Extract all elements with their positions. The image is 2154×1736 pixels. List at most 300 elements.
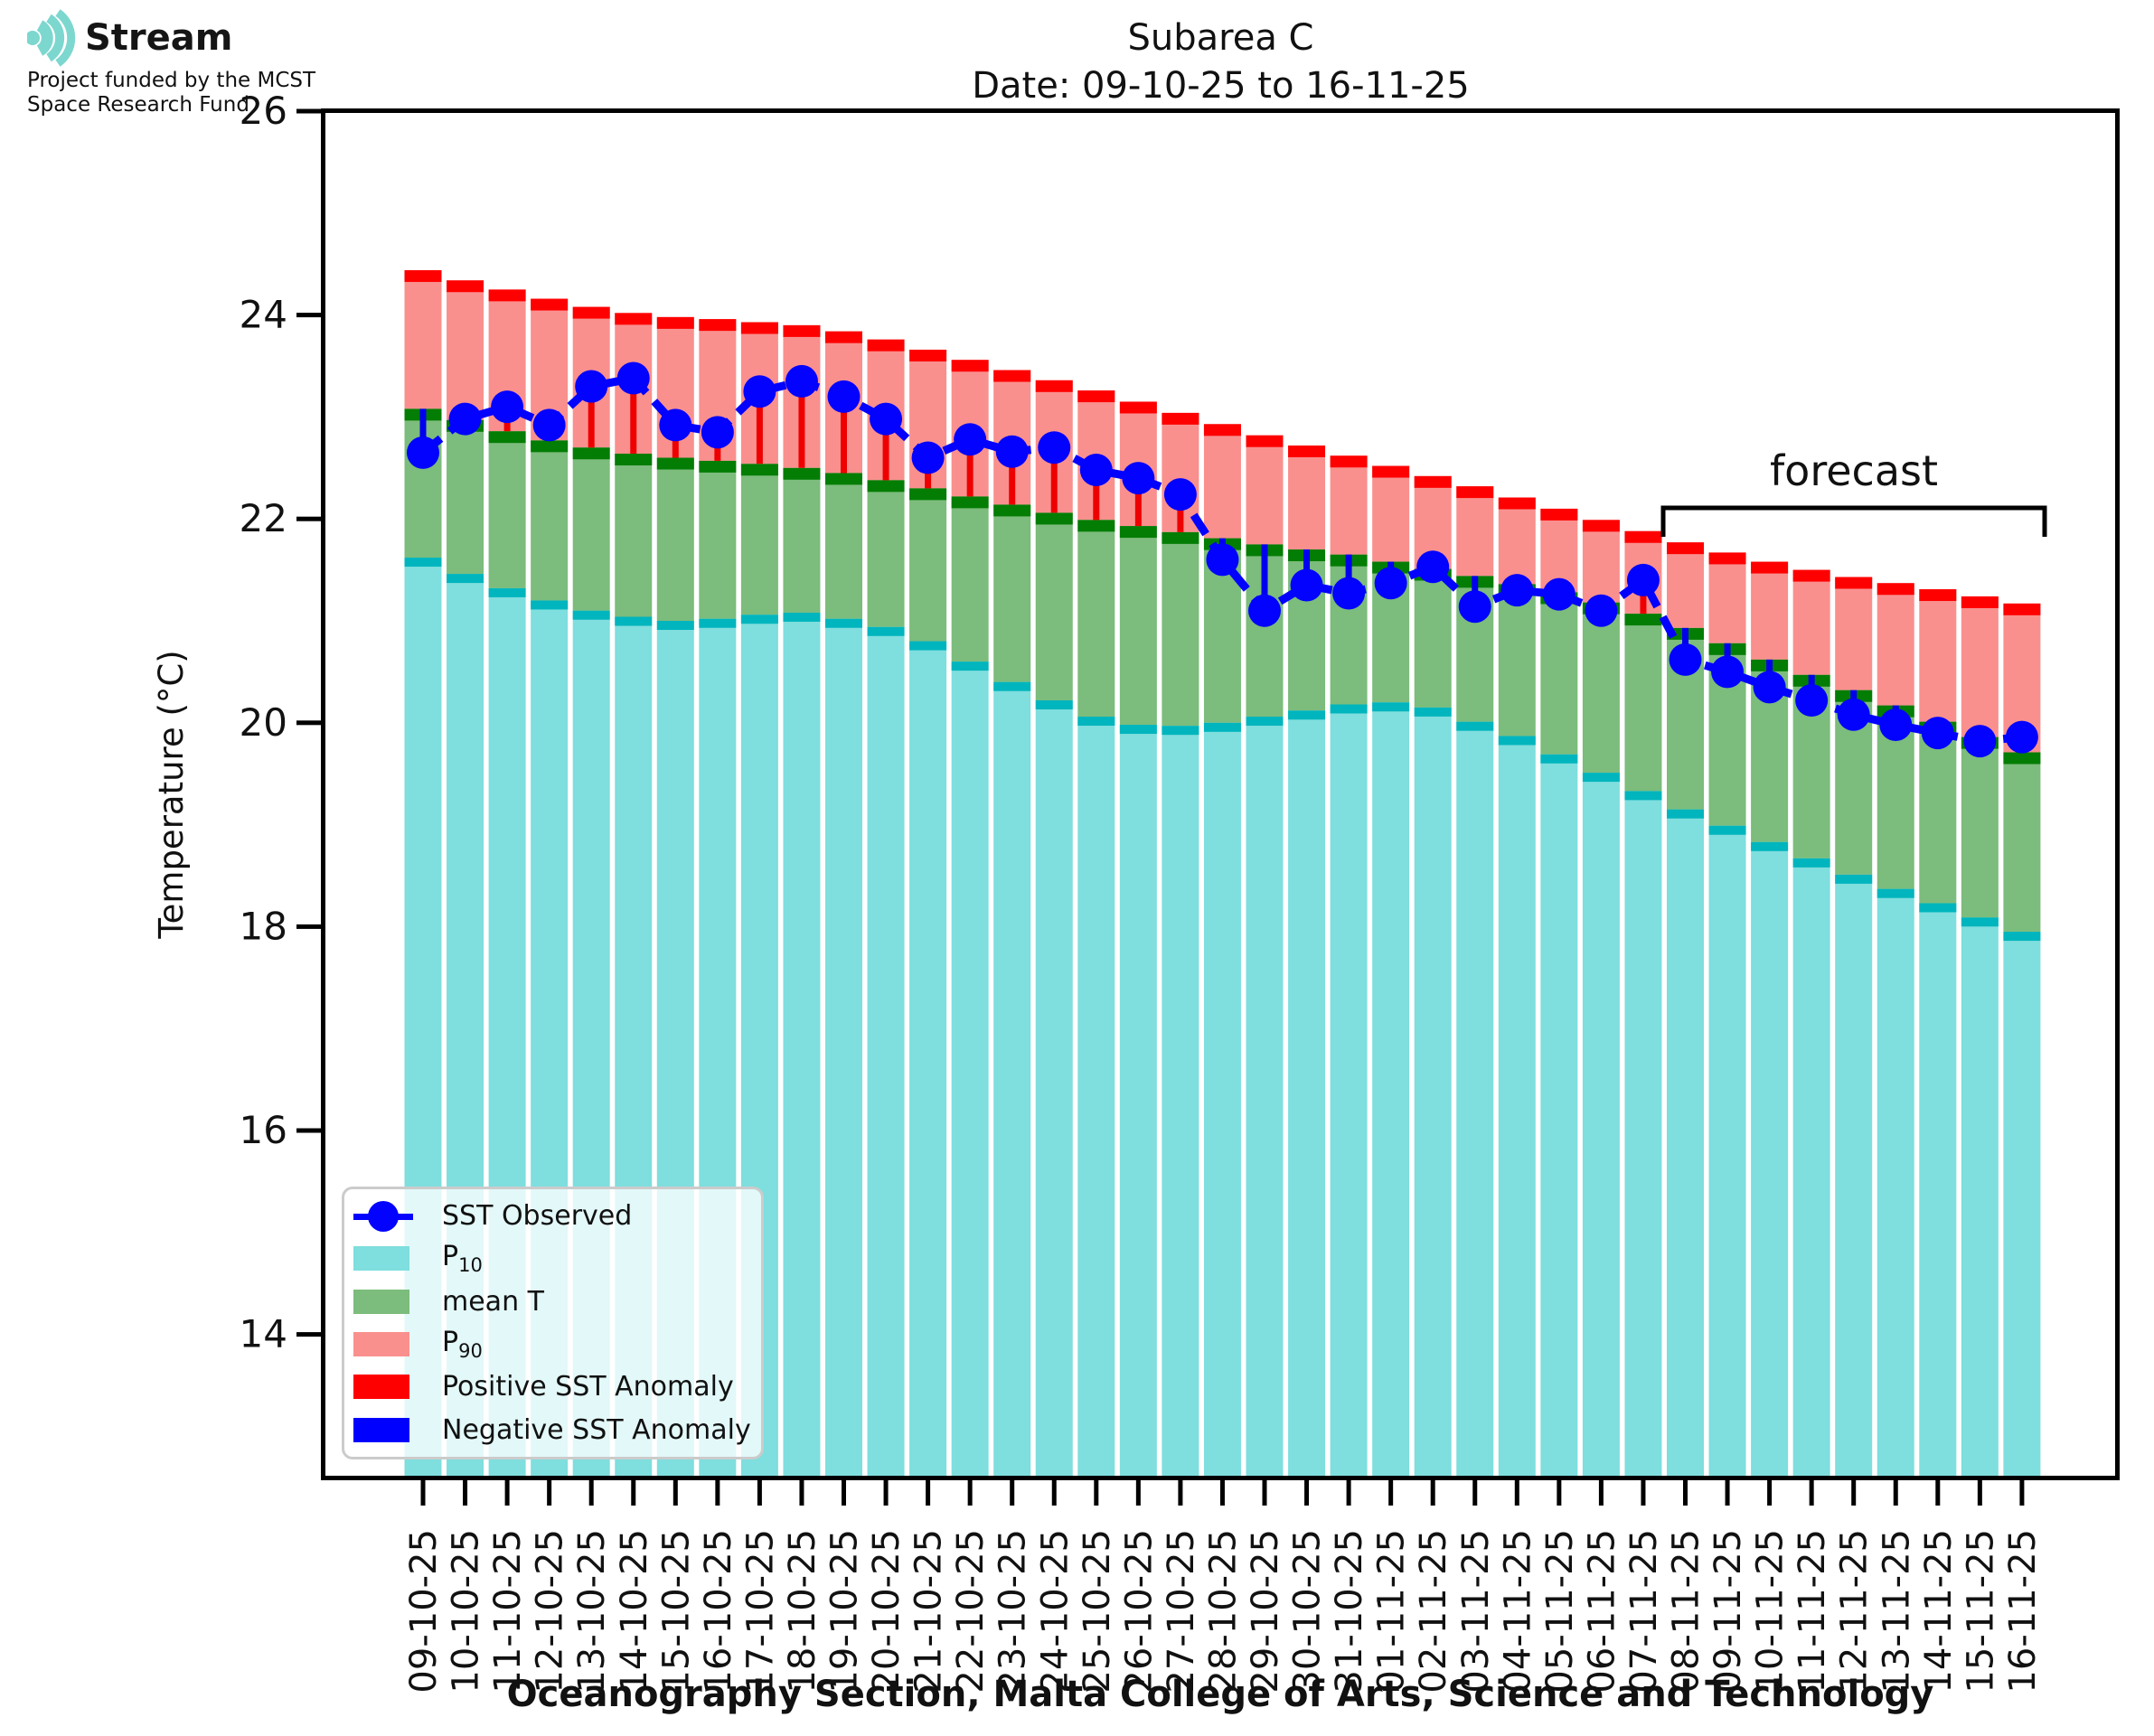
y-tick xyxy=(296,109,321,114)
sst-observed-point xyxy=(659,408,691,441)
sst-observed-point xyxy=(1248,595,1281,627)
mean-cap xyxy=(1077,520,1115,531)
x-tick xyxy=(1515,1480,1519,1506)
x-tick xyxy=(1767,1480,1772,1506)
x-tick-label: 21-10-25 xyxy=(908,1529,950,1694)
p10-cap xyxy=(1077,717,1115,726)
p10-cap xyxy=(1835,875,1872,884)
x-tick xyxy=(1431,1480,1435,1506)
x-tick-label: 25-10-25 xyxy=(1076,1529,1118,1694)
p10-cap xyxy=(1583,773,1620,782)
p10-bar xyxy=(952,662,989,1476)
x-tick-label: 16-10-25 xyxy=(697,1529,739,1694)
sst-observed-point xyxy=(407,436,439,469)
logo-title: Stream xyxy=(85,17,233,59)
bar-group xyxy=(783,325,820,1476)
y-tick-label: 20 xyxy=(239,699,287,745)
mean-bar xyxy=(657,458,694,621)
x-tick xyxy=(1304,1480,1309,1506)
p90-bar xyxy=(447,280,484,420)
sst-observed-point xyxy=(1375,567,1407,599)
p90-bar xyxy=(1877,583,1914,705)
p10-bar xyxy=(1204,723,1241,1476)
mean-bar xyxy=(868,480,905,626)
p10-cap xyxy=(1162,726,1199,735)
x-tick-label: 23-10-25 xyxy=(992,1529,1034,1694)
x-tick-label: 26-10-25 xyxy=(1118,1529,1161,1694)
mean-bar xyxy=(489,431,526,588)
x-tick-label: 31-10-25 xyxy=(1329,1529,1371,1694)
mean-bar xyxy=(615,454,652,616)
p90-bar xyxy=(1793,570,1830,675)
p10-bar xyxy=(1415,708,1452,1476)
p90-cap xyxy=(2003,604,2040,615)
p10-cap xyxy=(1540,755,1577,764)
p90-cap xyxy=(1919,589,1956,601)
p10-cap xyxy=(1415,708,1452,717)
bar-group xyxy=(993,371,1030,1476)
sst-observed-legend-glyph xyxy=(353,1201,413,1232)
legend-label: mean T xyxy=(442,1285,544,1318)
mean-cap xyxy=(531,440,568,452)
sst-observed-point xyxy=(491,390,523,423)
p90-cap xyxy=(699,319,736,331)
bar-group xyxy=(1456,486,1493,1476)
bar-group xyxy=(868,340,905,1476)
legend-label: $P_{10}$ xyxy=(442,1241,483,1277)
p90-cap xyxy=(1077,390,1115,402)
x-tick-label: 06-11-25 xyxy=(1581,1529,1623,1694)
bar-group xyxy=(825,332,862,1476)
p90-cap xyxy=(868,340,905,352)
mean-bar xyxy=(952,496,989,662)
sst-observed-point xyxy=(828,380,861,413)
mean-bar xyxy=(531,440,568,600)
p90-bar xyxy=(405,270,442,408)
p90-cap xyxy=(573,307,610,319)
right-spine xyxy=(2115,108,2120,1480)
p10-bar xyxy=(825,619,862,1476)
sst-observed-point xyxy=(1543,578,1576,611)
p90-bar xyxy=(1709,552,1746,643)
mean-cap xyxy=(909,488,946,500)
x-tick-label: 30-10-25 xyxy=(1286,1529,1329,1694)
mean-cap xyxy=(489,431,526,443)
x-axis-ticks xyxy=(403,1480,2044,1694)
p10-cap xyxy=(1751,842,1788,851)
x-tick xyxy=(1978,1480,1982,1506)
p90-cap xyxy=(741,322,778,333)
sst-observed-point xyxy=(743,375,776,408)
p10-bar xyxy=(1120,725,1157,1476)
sst-observed-point xyxy=(1754,671,1786,703)
x-tick xyxy=(1010,1480,1014,1506)
sst-observed-point xyxy=(617,362,650,395)
mean-bar xyxy=(1077,520,1115,717)
p10-bar xyxy=(1583,773,1620,1476)
p10-bar xyxy=(1077,717,1115,1476)
p10-bar xyxy=(1456,722,1493,1476)
sst-observed-point xyxy=(1459,590,1491,623)
sst-observed-point xyxy=(870,403,902,436)
x-tick xyxy=(547,1480,551,1506)
mean-cap xyxy=(2003,753,2040,765)
sst-observed-point xyxy=(996,436,1029,468)
p90-cap xyxy=(405,270,442,282)
y-tick xyxy=(296,517,321,521)
bar-group xyxy=(1372,466,1409,1476)
y-tick-label: 14 xyxy=(239,1311,287,1356)
legend-swatch xyxy=(353,1290,409,1314)
p90-cap xyxy=(1204,424,1241,436)
p10-cap xyxy=(1877,889,1914,898)
p10-cap xyxy=(699,619,736,628)
y-tick xyxy=(296,720,321,725)
mean-cap xyxy=(993,504,1030,516)
legend-swatch xyxy=(353,1375,409,1399)
x-tick-label: 15-10-25 xyxy=(655,1529,698,1694)
p90-cap xyxy=(825,332,862,343)
x-axis-label: Oceanography Section, Malta College of Arts, Science and Technology xyxy=(506,1674,1934,1715)
legend-label: Negative SST Anomaly xyxy=(442,1413,751,1446)
p10-cap xyxy=(1499,736,1536,745)
p10-cap xyxy=(741,615,778,624)
mean-cap xyxy=(1624,614,1661,625)
p90-cap xyxy=(1288,446,1325,457)
p10-bar xyxy=(1709,826,1746,1476)
x-tick-label: 16-11-25 xyxy=(2001,1529,2044,1694)
x-tick-label: 11-10-25 xyxy=(487,1529,530,1694)
p10-bar xyxy=(1331,704,1368,1476)
x-tick-label: 22-10-25 xyxy=(950,1529,992,1694)
p90-cap xyxy=(1036,380,1073,392)
x-tick xyxy=(1935,1480,1940,1506)
p10-cap xyxy=(1036,700,1073,709)
y-axis-label: Temperature (°C) xyxy=(152,650,191,939)
y-tick-label: 16 xyxy=(239,1108,287,1152)
y-tick xyxy=(296,1129,321,1133)
legend-item xyxy=(353,1239,756,1279)
p10-cap xyxy=(2003,932,2040,941)
p10-bar xyxy=(1793,859,1830,1476)
p90-cap xyxy=(1709,552,1746,564)
p90-cap xyxy=(1162,413,1199,425)
mean-bar xyxy=(573,447,610,610)
p10-cap xyxy=(1372,702,1409,711)
mean-cap xyxy=(699,461,736,473)
sst-observed-point xyxy=(1670,643,1702,676)
p90-cap xyxy=(1793,570,1830,582)
mean-cap xyxy=(952,496,989,508)
y-tick-label: 22 xyxy=(239,496,287,541)
p10-cap xyxy=(1709,826,1746,835)
p10-cap xyxy=(489,588,526,597)
p10-cap xyxy=(952,662,989,671)
p90-bar xyxy=(1246,436,1284,545)
mean-bar xyxy=(699,461,736,619)
y-tick xyxy=(296,313,321,317)
logo-subtitle-line1: Project funded by the MCST xyxy=(27,69,316,92)
p90-bar xyxy=(1751,562,1788,660)
x-tick-label: 14-11-25 xyxy=(1917,1529,1960,1694)
bar-group xyxy=(952,360,989,1476)
p10-bar xyxy=(2003,932,2040,1476)
x-tick xyxy=(1388,1480,1393,1506)
p90-cap xyxy=(1120,401,1157,413)
legend-item xyxy=(353,1410,756,1450)
p10-bar xyxy=(1751,842,1788,1476)
x-tick xyxy=(631,1480,635,1506)
p10-cap xyxy=(1246,717,1284,726)
mean-bar xyxy=(993,504,1030,681)
p90-bar xyxy=(1583,520,1620,602)
x-tick xyxy=(1178,1480,1182,1506)
x-tick xyxy=(463,1480,467,1506)
y-axis-ticks xyxy=(240,89,321,1356)
sst-observed-point xyxy=(1795,684,1828,717)
mean-bar xyxy=(783,468,820,613)
sst-observed-point xyxy=(1122,462,1154,494)
x-tick xyxy=(589,1480,594,1506)
p90-cap xyxy=(657,317,694,329)
x-tick-label: 18-10-25 xyxy=(781,1529,823,1694)
p90-bar xyxy=(1961,596,1999,737)
mean-bar xyxy=(1499,584,1536,736)
logo-subtitle-line2: Space Research Fund xyxy=(27,93,249,117)
p10-cap xyxy=(1456,722,1493,731)
x-tick xyxy=(1726,1480,1730,1506)
x-tick-label: 14-10-25 xyxy=(613,1529,655,1694)
chart-subtitle: Date: 09-10-25 to 16-11-25 xyxy=(972,64,1470,107)
p10-cap xyxy=(993,682,1030,691)
p90-bar xyxy=(1204,424,1241,538)
x-tick-label: 02-11-25 xyxy=(1413,1529,1455,1694)
legend-item xyxy=(353,1281,756,1321)
x-tick-label: 09-11-25 xyxy=(1707,1529,1750,1694)
sst-observed-point xyxy=(701,416,734,448)
mean-bar xyxy=(1162,532,1199,726)
top-spine xyxy=(321,108,2120,113)
p90-cap xyxy=(1667,542,1704,554)
y-tick-label: 18 xyxy=(239,904,287,949)
bar-group xyxy=(1667,542,1704,1476)
mean-bar xyxy=(1583,603,1620,773)
x-tick-label: 03-11-25 xyxy=(1454,1529,1497,1694)
bar-group xyxy=(1415,476,1452,1476)
p90-cap xyxy=(783,325,820,337)
x-tick xyxy=(842,1480,846,1506)
sst-observed-point xyxy=(2006,721,2038,754)
mean-bar xyxy=(1036,512,1073,700)
sst-observed-point xyxy=(533,408,566,441)
x-tick-label: 09-10-25 xyxy=(403,1529,445,1694)
p90-bar xyxy=(1331,455,1368,554)
p90-cap xyxy=(952,360,989,371)
x-tick-label: 11-11-25 xyxy=(1792,1529,1834,1694)
p10-cap xyxy=(1288,710,1325,719)
p10-bar xyxy=(783,613,820,1476)
mean-cap xyxy=(868,480,905,492)
sst-observed-point xyxy=(1291,569,1323,602)
legend-label: SST Observed xyxy=(442,1200,633,1233)
p10-cap xyxy=(868,627,905,636)
x-tick-label: 24-10-25 xyxy=(1034,1529,1077,1694)
legend-label: Positive SST Anomaly xyxy=(442,1371,734,1403)
p90-bar xyxy=(1835,577,1872,690)
mean-cap xyxy=(1120,526,1157,538)
sst-observed-point xyxy=(1879,708,1912,741)
mean-bar xyxy=(447,420,484,574)
p10-bar xyxy=(1288,710,1325,1476)
p90-cap xyxy=(1624,531,1661,543)
mean-bar xyxy=(1120,526,1157,725)
mean-bar xyxy=(1624,614,1661,791)
sst-observed-point xyxy=(1963,725,1996,757)
p10-bar xyxy=(1877,889,1914,1476)
x-tick xyxy=(505,1480,510,1506)
p10-bar xyxy=(1540,755,1577,1476)
p10-cap xyxy=(909,642,946,651)
p10-bar xyxy=(1624,791,1661,1476)
p90-cap xyxy=(615,313,652,324)
x-tick-label: 20-10-25 xyxy=(866,1529,908,1694)
bar-group xyxy=(909,350,946,1476)
x-tick-label: 28-10-25 xyxy=(1202,1529,1245,1694)
bar-group xyxy=(1709,552,1746,1476)
p90-cap xyxy=(447,280,484,292)
p10-cap xyxy=(405,558,442,567)
sst-observed-point xyxy=(1711,655,1744,688)
mean-bar xyxy=(2003,753,2040,933)
p10-cap xyxy=(1120,725,1157,734)
p10-bar xyxy=(1499,736,1536,1476)
x-tick xyxy=(1347,1480,1351,1506)
mean-bar xyxy=(909,488,946,641)
bar-group xyxy=(1077,390,1115,1476)
x-tick-label: 29-10-25 xyxy=(1245,1529,1286,1694)
mean-cap xyxy=(657,458,694,470)
legend-label: $P_{90}$ xyxy=(442,1327,483,1363)
legend-swatch xyxy=(353,1418,409,1442)
sst-observed-point xyxy=(575,371,607,403)
legend-swatch xyxy=(353,1332,409,1356)
x-tick xyxy=(799,1480,804,1506)
p10-cap xyxy=(1331,704,1368,713)
mean-bar xyxy=(1415,568,1452,707)
p10-cap xyxy=(783,613,820,622)
mean-bar xyxy=(741,464,778,615)
x-tick-label: 01-11-25 xyxy=(1370,1529,1413,1694)
forecast-label: forecast xyxy=(1769,446,1939,495)
x-tick xyxy=(757,1480,762,1506)
bar-group xyxy=(1499,498,1536,1476)
p10-bar xyxy=(868,627,905,1476)
p10-cap xyxy=(531,600,568,609)
p10-bar xyxy=(1246,717,1284,1476)
x-tick xyxy=(1136,1480,1141,1506)
p90-cap xyxy=(1540,509,1577,521)
sst-observed-point xyxy=(1416,550,1449,583)
chart-title: Subarea C xyxy=(1127,17,1314,59)
x-tick xyxy=(1851,1480,1856,1506)
sst-observed-point xyxy=(1080,454,1113,486)
y-tick-label: 24 xyxy=(239,292,287,337)
p90-cap xyxy=(1961,596,1999,608)
p10-cap xyxy=(615,616,652,625)
y-tick-label: 26 xyxy=(239,89,287,133)
sst-observed-point xyxy=(449,403,482,436)
y-tick xyxy=(296,924,321,929)
bar-group xyxy=(1624,531,1661,1476)
y-tick xyxy=(296,1332,321,1337)
sst-observed-point xyxy=(1627,564,1660,596)
p10-cap xyxy=(1204,723,1241,732)
x-tick-label: 10-10-25 xyxy=(445,1529,487,1694)
p10-bar xyxy=(1919,903,1956,1476)
p90-cap xyxy=(1331,455,1368,467)
p90-cap xyxy=(1835,577,1872,588)
x-tick-label: 19-10-25 xyxy=(823,1529,866,1694)
p90-cap xyxy=(1456,486,1493,498)
p90-cap xyxy=(1751,562,1788,574)
x-tick-label: 10-11-25 xyxy=(1749,1529,1792,1694)
mean-bar xyxy=(825,473,862,618)
p90-cap xyxy=(1415,476,1452,488)
x-tick xyxy=(926,1480,930,1506)
p90-cap xyxy=(993,371,1030,382)
mean-bar xyxy=(1540,592,1577,754)
p10-bar xyxy=(1835,875,1872,1476)
x-tick xyxy=(1557,1480,1561,1506)
x-tick xyxy=(1641,1480,1645,1506)
x-tick xyxy=(1599,1480,1604,1506)
x-tick xyxy=(968,1480,973,1506)
x-tick xyxy=(673,1480,678,1506)
x-tick xyxy=(421,1480,426,1506)
mean-cap xyxy=(573,447,610,459)
p10-cap xyxy=(573,611,610,620)
p90-cap xyxy=(1583,520,1620,531)
sst-observed-point xyxy=(912,442,945,474)
sst-observed-point xyxy=(1164,478,1197,511)
p10-cap xyxy=(1919,903,1956,912)
forecast-bracket xyxy=(1663,508,2045,537)
sst-observed-point xyxy=(1332,577,1365,610)
p90-bar xyxy=(1499,498,1536,585)
p90-cap xyxy=(909,350,946,361)
x-tick-label: 05-11-25 xyxy=(1538,1529,1581,1694)
p10-cap xyxy=(1793,859,1830,868)
sst-observed-point xyxy=(1038,431,1070,464)
bar-group xyxy=(1583,520,1620,1476)
p90-bar xyxy=(1667,542,1704,628)
bar-group xyxy=(1204,424,1241,1476)
p90-bar xyxy=(1919,589,1956,722)
p10-cap xyxy=(1667,810,1704,819)
p10-bar xyxy=(909,642,946,1476)
sst-observed-point xyxy=(1585,595,1617,627)
mean-cap xyxy=(1162,532,1199,544)
x-tick xyxy=(1263,1480,1267,1506)
x-tick xyxy=(1472,1480,1477,1506)
sst-observed-point xyxy=(1500,574,1533,606)
x-tick xyxy=(1894,1480,1898,1506)
x-tick xyxy=(2019,1480,2024,1506)
p90-cap xyxy=(531,299,568,311)
p90-cap xyxy=(489,289,526,301)
x-tick xyxy=(715,1480,720,1506)
sst-observed-point xyxy=(1206,543,1238,576)
